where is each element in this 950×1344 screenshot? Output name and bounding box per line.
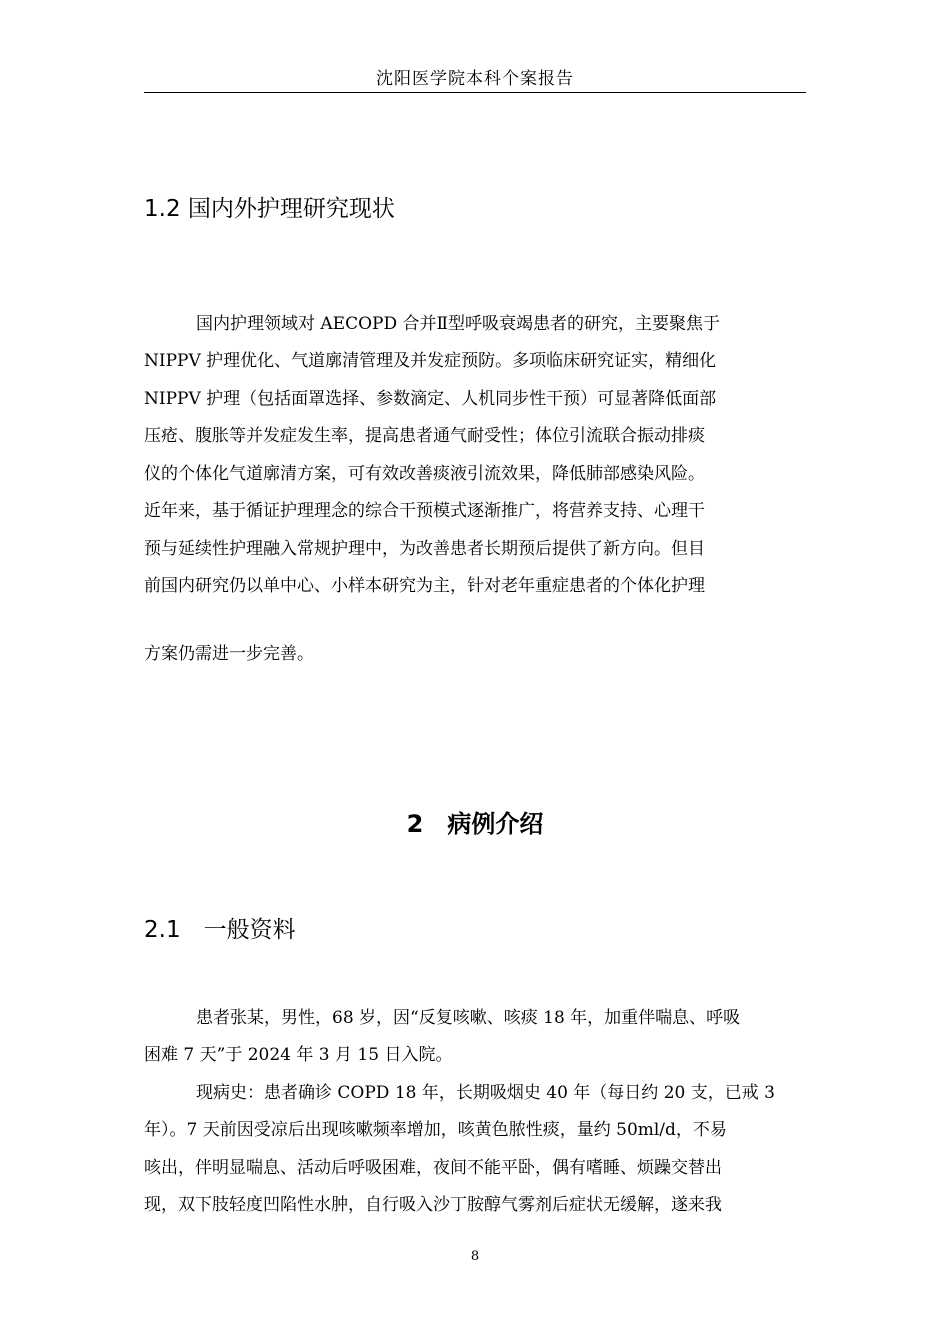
- paragraph-line: 现病史：患者确诊 COPD 18 年，长期吸烟史 40 年（每日约 20 支，已戒 3: [196, 1083, 775, 1103]
- paragraph-line: 患者张某，男性，68 岁，因“反复咳嗽、咳痰 18 年，加重伴喘息、呼吸: [196, 1008, 741, 1028]
- paragraph-line: 困难 7 天”于 2024 年 3 月 15 日入院。: [144, 1045, 453, 1065]
- paragraph-line: NIPPV 护理优化、气道廓清管理及并发症预防。多项临床研究证实，精细化: [144, 351, 717, 371]
- page-number: 8: [470, 1249, 480, 1264]
- paragraph-line: 方案仍需进一步完善。: [144, 644, 314, 664]
- chapter-heading-2: 2 病例介绍: [406, 810, 544, 838]
- paragraph-line: 近年来，基于循证护理理念的综合干预模式逐渐推广，将营养支持、心理干: [144, 501, 705, 521]
- paragraph-line: 年）。7 天前因受凉后出现咳嗽频率增加，咳黄色脓性痰，量约 50ml/d，不易: [144, 1120, 727, 1140]
- paragraph-line: 现，双下肢轻度凹陷性水肿，自行吸入沙丁胺醇气雾剂后症状无缓解，遂来我: [144, 1195, 722, 1215]
- paragraph-line: 咳出，伴明显喘息、活动后呼吸困难，夜间不能平卧，偶有嗜睡、烦躁交替出: [144, 1158, 722, 1178]
- paragraph-line: 预与延续性护理融入常规护理中，为改善患者长期预后提供了新方向。但目: [144, 539, 705, 559]
- paragraph-line: 前国内研究仍以单中心、小样本研究为主，针对老年重症患者的个体化护理: [144, 576, 705, 596]
- paragraph-line: 仪的个体化气道廓清方案，可有效改善痰液引流效果，降低肺部感染风险。: [144, 464, 705, 484]
- section-heading-1-2: 1.2 国内外护理研究现状: [144, 196, 395, 222]
- section-heading-2-1: 2.1 一般资料: [144, 917, 296, 943]
- paragraph-line: NIPPV 护理（包括面罩选择、参数滴定、人机同步性干预）可显著降低面部: [144, 389, 717, 409]
- paragraph-line: 压疮、腹胀等并发症发生率，提高患者通气耐受性；体位引流联合振动排痰: [144, 426, 705, 446]
- paragraph-line: 国内护理领域对 AECOPD 合并Ⅱ型呼吸衰竭患者的研究，主要聚焦于: [196, 314, 721, 334]
- page-header: 沈阳医学院本科个案报告: [144, 66, 806, 93]
